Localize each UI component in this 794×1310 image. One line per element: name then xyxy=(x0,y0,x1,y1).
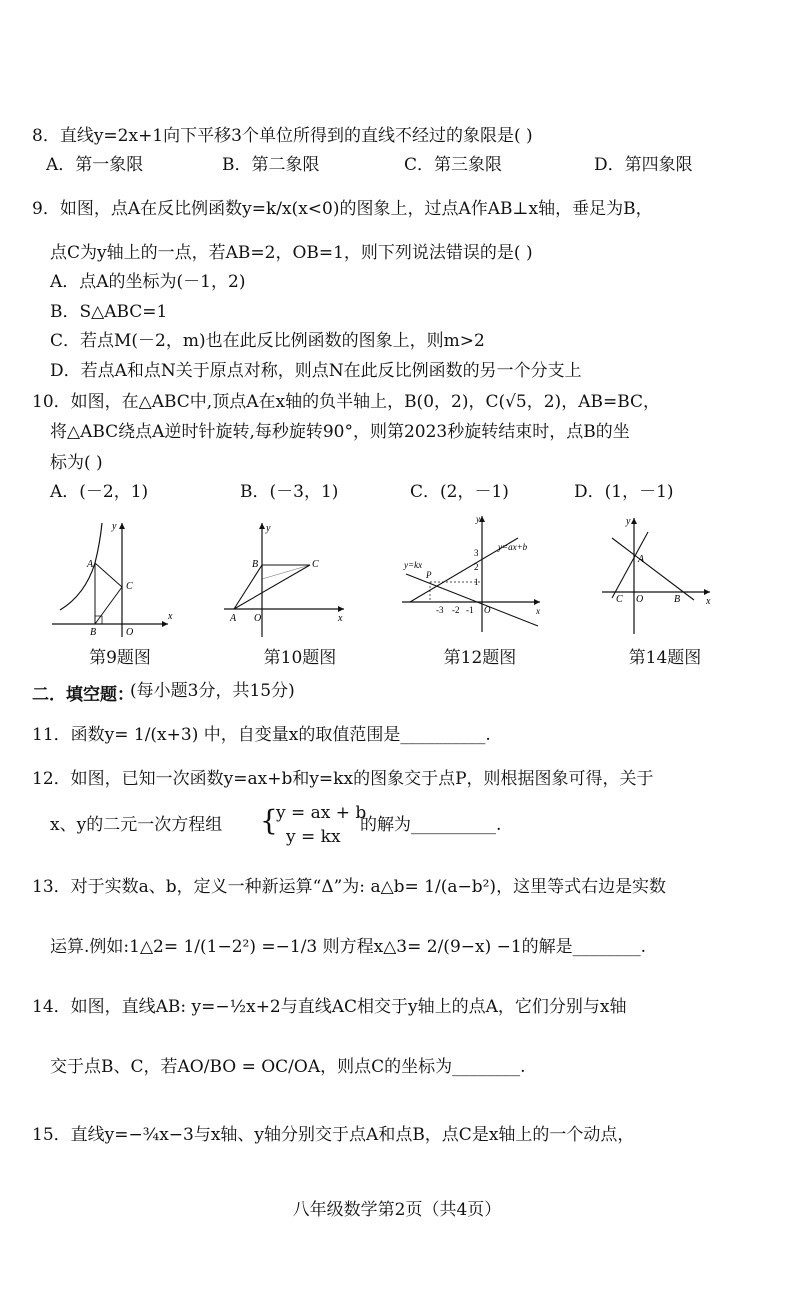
q8-option-d: D．第四象限 xyxy=(594,155,693,175)
q10-stem-line1: 10．如图，在△ABC中,顶点A在x轴的负半轴上，B(0，2)，C(√5，2)，AB=BC， xyxy=(32,392,661,412)
q13-line1: 13．对于实数a、b，定义一种新运算“Δ”为: a△b= 1/(a−b²)，这里等式右边是实数 xyxy=(32,877,667,897)
fig12-tick-neg3: -3 xyxy=(436,605,444,615)
q12-line2-suffix: 的解为__________. xyxy=(360,815,502,835)
fig9-label-b: B xyxy=(90,627,97,638)
q10-option-a: A．(－2，1) xyxy=(50,482,149,502)
fig12-label-p: P xyxy=(426,570,432,580)
figure-12 xyxy=(398,510,548,635)
fig12-label-line2: y=kx xyxy=(404,560,423,570)
fig9-label-a: A xyxy=(87,559,94,570)
fig12-label-x: x xyxy=(536,606,540,616)
fig14-label-x: x xyxy=(706,596,711,607)
fig10-label-y: y xyxy=(266,523,271,534)
q8-option-b: B．第二象限 xyxy=(222,155,320,175)
fig12-tick-1: 1 xyxy=(474,577,479,587)
q9-option-b: B．S△ABC=1 xyxy=(50,302,168,322)
fig10-label-b: B xyxy=(252,559,259,570)
fig12-tick-neg1: -1 xyxy=(466,605,474,615)
q10-option-c: C．(2，－1) xyxy=(410,482,509,502)
q10-option-b: B．(－3，1) xyxy=(240,482,339,502)
fig10-label-a: A xyxy=(230,613,237,624)
q12-line1: 12．如图，已知一次函数y=ax+b和y=kx的图象交于点P，则根据图象可得，关于 xyxy=(32,769,654,789)
caption-fig9: 第9题图 xyxy=(89,648,151,668)
q8-stem: 8．直线y=2x+1向下平移3个单位所得到的直线不经过的象限是( ) xyxy=(32,126,533,146)
q12-eq1: y = ax + b xyxy=(276,803,367,823)
fig12-label-y: y xyxy=(476,514,480,524)
fig14-label-o: O xyxy=(636,594,644,605)
fig10-label-x: x xyxy=(338,613,343,624)
q14-line1: 14．如图，直线AB: y=−½x+2与直线AC相交于y轴上的点A，它们分别与x轴 xyxy=(32,997,627,1017)
q10-option-d: D．(1，－1) xyxy=(574,482,674,502)
q8-option-a: A．第一象限 xyxy=(46,155,144,175)
figure-14 xyxy=(598,512,716,637)
caption-fig14: 第14题图 xyxy=(628,648,702,668)
fig14-label-a: A xyxy=(638,554,645,565)
q9-stem-line1: 9．如图，点A在反比例函数y=k/x(x<0)的图象上，过点A作AB⊥x轴，垂足为B， xyxy=(32,199,653,219)
fig14-label-c: C xyxy=(616,594,623,605)
fig14-label-y: y xyxy=(626,516,631,527)
figure-10 xyxy=(222,515,352,640)
q9-option-c: C．若点M(－2，m)也在此反比例函数的图象上，则m>2 xyxy=(50,331,485,351)
caption-fig12: 第12题图 xyxy=(443,648,517,668)
section-note: (每小题3分，共15分) xyxy=(130,681,295,701)
caption-fig10: 第10题图 xyxy=(263,648,337,668)
q10-stem-line2: 将△ABC绕点A逆时针旋转,每秒旋转90°，则第2023秒旋转结束时，点B的坐 xyxy=(50,422,630,442)
fig12-label-o: O xyxy=(484,605,491,615)
fig9-label-x: x xyxy=(168,611,173,622)
page-footer: 八年级数学第2页（共4页） xyxy=(292,1200,502,1220)
fig9-label-c: C xyxy=(126,581,133,592)
q12-eq2: y = kx xyxy=(286,827,341,847)
section-title: 二．填空题： xyxy=(32,685,134,705)
fig14-label-b: B xyxy=(674,594,681,605)
brace-icon: { xyxy=(260,804,278,837)
fig12-tick-neg2: -2 xyxy=(452,605,460,615)
fig9-label-o: O xyxy=(126,627,134,638)
figure-9 xyxy=(50,515,180,640)
fig9-label-y: y xyxy=(112,521,117,532)
q14-line2: 交于点B、C，若AO/BO = OC/OA，则点C的坐标为________. xyxy=(50,1057,526,1077)
q9-option-a: A．点A的坐标为(－1，2) xyxy=(50,272,246,292)
q8-option-c: C．第三象限 xyxy=(404,155,503,175)
fig10-label-o: O xyxy=(254,613,262,624)
q10-stem-line3: 标为( ) xyxy=(50,453,103,473)
fig12-tick-3: 3 xyxy=(474,548,479,558)
q15-stem: 15．直线y=−¾x−3与x轴、y轴分别交于点A和点B，点C是x轴上的一个动点， xyxy=(32,1125,635,1145)
fig12-tick-2: 2 xyxy=(474,562,479,572)
fig10-label-c: C xyxy=(312,559,319,570)
q9-option-d: D．若点A和点N关于原点对称，则点N在此反比例函数的另一个分支上 xyxy=(50,361,582,381)
q12-line2-prefix: x、y的二元一次方程组 xyxy=(50,815,223,835)
fig12-label-line1: y=ax+b xyxy=(498,542,528,552)
q9-stem-line2: 点C为y轴上的一点，若AB=2，OB=1，则下列说法错误的是( ) xyxy=(50,243,533,263)
q13-line2: 运算.例如:1△2= 1/(1−2²) =−1/3 则方程x△3= 2/(9−x) −1的解是________. xyxy=(50,937,647,957)
q11-stem: 11．函数y= 1/(x+3) 中，自变量x的取值范围是__________. xyxy=(32,725,491,745)
